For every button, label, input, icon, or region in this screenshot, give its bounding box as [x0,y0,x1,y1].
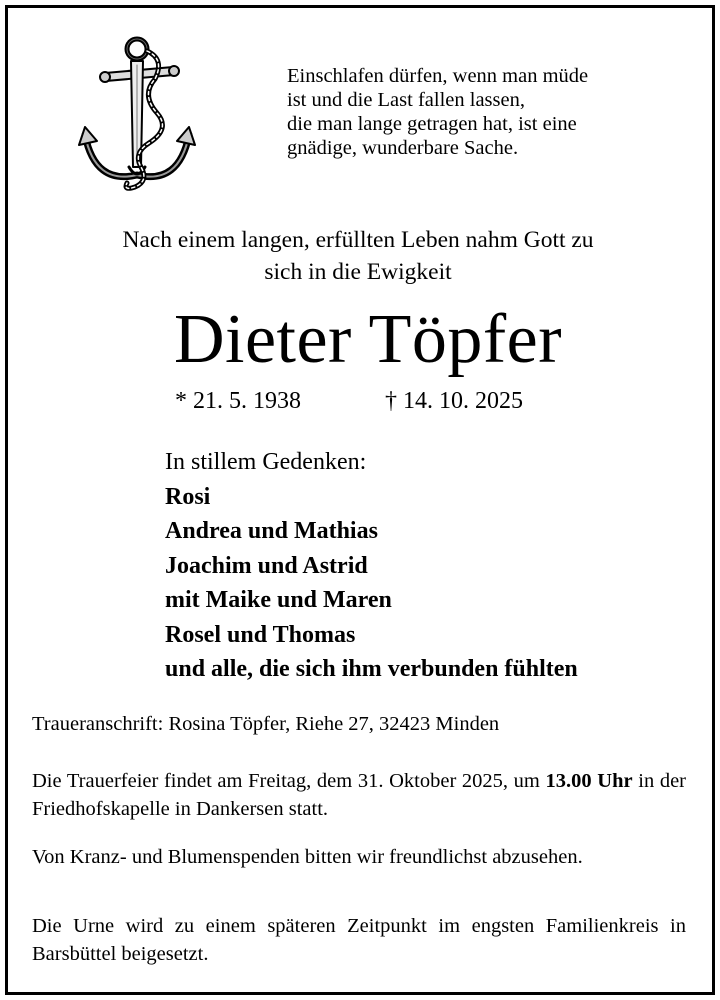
poem-line: gnädige, wunderbare Sache. [287,137,519,159]
poem [287,64,697,160]
mourners-heading: In stillem Gedenken: [165,449,367,475]
funeral-info-after: in der Friedhofskapelle in Dankersen statt. [32,770,687,820]
mourner-name: Rosi [165,483,211,510]
intro-text [0,224,716,288]
mourner-name: Joachim und Astrid [165,552,368,579]
life-dates [175,384,523,418]
poem-line: Einschlafen dürfen, wenn man müde [287,65,589,87]
deceased-name: Dieter Töpfer [173,301,563,378]
intro-line-1: Nach einem langen, erfüllten Leben nahm Gott zu [122,227,594,253]
mourners-list [165,445,578,687]
flowers-notice: Von Kranz- und Blumenspenden bitten wir freundlichst abzusehen. [32,846,583,868]
poem-line: ist und die Last fallen lassen, [287,89,525,111]
anchor-icon [75,35,205,195]
funeral-info-before: Die Trauerfeier findet am Freitag, dem 31. Oktober 2025, um [32,770,540,792]
birth-date: * 21. 5. 1938 [175,388,301,414]
intro-line-2: sich in die Ewigkeit [264,259,452,285]
funeral-info [32,767,686,823]
funeral-time: 13.00 Uhr [545,770,633,792]
mourner-name: Andrea und Mathias [165,518,378,544]
mourner-name: und alle, die sich ihm verbunden fühlten [165,656,578,682]
mourning-address: Traueranschrift: Rosina Töpfer, Riehe 27, 32423 Minden [32,713,500,735]
mourner-name: Rosel und Thomas [165,621,356,648]
urn-notice: Die Urne wird zu einem späteren Zeitpunkt im engsten Familienkreis in Barsbüttel beigesetzt. [32,915,686,965]
mourner-name: mit Maike und Maren [165,587,392,613]
death-date: † 14. 10. 2025 [385,388,523,414]
poem-line: die man lange getragen hat, ist eine [287,113,577,135]
